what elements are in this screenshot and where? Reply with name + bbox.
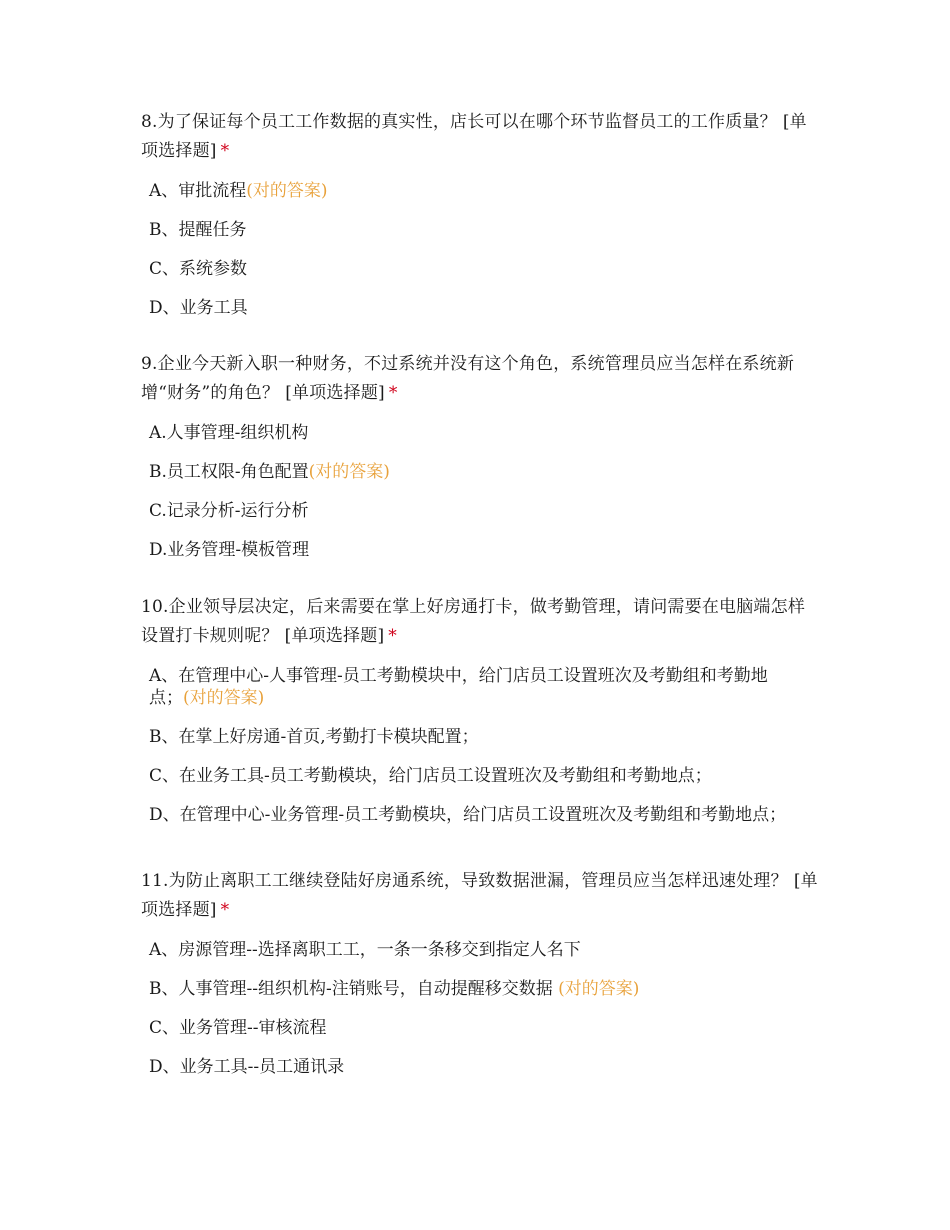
question-11 [141, 867, 821, 1095]
question-title [141, 108, 821, 166]
correct-answer-label: (对的答案) [558, 979, 640, 999]
option-text: B.员工权限-角色配置 [149, 462, 309, 482]
option-a [149, 665, 799, 709]
option-d [149, 297, 799, 319]
option-b [149, 726, 799, 748]
option-text: A.人事管理-组织机构 [149, 423, 309, 443]
required-mark: * [220, 141, 230, 161]
option-d [149, 539, 799, 561]
question-text: 9.企业今天新入职一种财务，不过系统并没有这个角色，系统管理员应当怎样在系统新增“财务”的角色？ [141, 354, 795, 403]
option-text: A、审批流程 [149, 181, 247, 201]
option-a [149, 939, 799, 961]
correct-answer-label: (对的答案) [308, 462, 390, 482]
option-c [149, 500, 799, 522]
question-10 [141, 593, 821, 843]
option-text: D、业务工具--员工通讯录 [149, 1057, 345, 1077]
option-text: A、房源管理--选择离职工工，一条一条移交到指定人名下 [149, 940, 581, 960]
required-mark: * [388, 383, 398, 403]
correct-answer-label: (对的答案) [183, 688, 265, 708]
option-b [149, 461, 799, 483]
option-c [149, 258, 799, 280]
correct-answer-label: (对的答案) [246, 181, 328, 201]
option-text: A、在管理中心-人事管理-员工考勤模块中，给门店员工设置班次及考勤组和考勤地点； [149, 666, 768, 708]
question-text: 10.企业领导层决定，后来需要在掌上好房通打卡，做考勤管理，请问需要在电脑端怎样设置打卡规则呢？ [141, 597, 806, 646]
option-text: C.记录分析-运行分析 [149, 501, 309, 521]
question-type-label: [单项选择题] [141, 871, 818, 920]
question-type-label: [单项选择题] [141, 112, 807, 161]
question-text: 11.为防止离职工工继续登陆好房通系统，导致数据泄漏，管理员应当怎样迅速处理？ [141, 871, 788, 891]
option-text: C、在业务工具-员工考勤模块，给门店员工设置班次及考勤组和考勤地点； [149, 766, 712, 786]
question-title [141, 350, 821, 408]
required-mark: * [220, 900, 230, 920]
option-text: C、业务管理--审核流程 [149, 1018, 327, 1038]
required-mark: * [388, 626, 397, 646]
option-text: D、在管理中心-业务管理-员工考勤模块，给门店员工设置班次及考勤组和考勤地点； [149, 805, 787, 825]
option-c [149, 1017, 799, 1039]
option-c [149, 765, 799, 787]
question-title [141, 593, 821, 651]
option-a [149, 422, 799, 444]
question-type-label: [单项选择题] [285, 383, 385, 403]
option-d [149, 804, 799, 826]
question-title [141, 867, 821, 925]
option-text: B、人事管理--组织机构-注销账号，自动提醒移交数据 [149, 979, 559, 999]
question-8 [141, 108, 821, 336]
question-type-label: [单项选择题] [284, 626, 385, 646]
option-b [149, 978, 799, 1000]
option-text: B、在掌上好房通-首页,考勤打卡模块配置； [149, 727, 479, 747]
option-text: B、提醒任务 [149, 220, 247, 240]
option-d [149, 1056, 799, 1078]
question-text: 8.为了保证每个员工工作数据的真实性，店长可以在哪个环节监督员工的工作质量？ [141, 112, 777, 132]
option-text: C、系统参数 [149, 259, 248, 279]
option-a [149, 180, 799, 202]
question-9 [141, 350, 821, 578]
option-text: D.业务管理-模板管理 [149, 540, 310, 560]
option-b [149, 219, 799, 241]
option-text: D、业务工具 [149, 298, 248, 318]
